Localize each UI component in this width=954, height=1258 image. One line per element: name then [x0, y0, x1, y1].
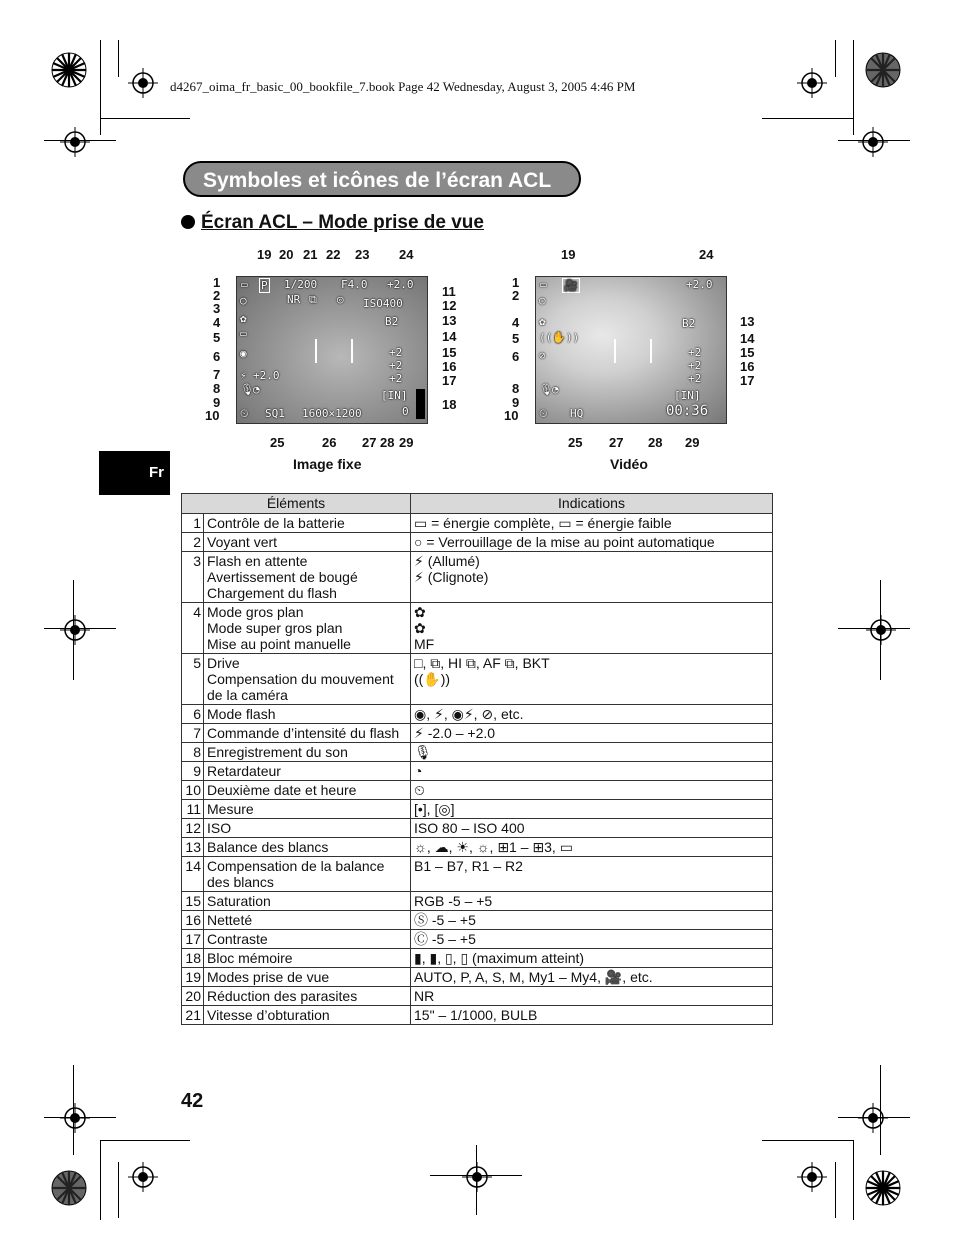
- gray-registration-wheel-icon: [865, 52, 901, 88]
- indication-cell: [411, 533, 773, 552]
- callout-number: 19: [561, 247, 576, 262]
- indication-cell: [411, 819, 773, 838]
- video-lcd-screen: [535, 276, 727, 424]
- callout-number: 11: [442, 284, 456, 299]
- callout-number: 25: [270, 435, 285, 450]
- element-text: Réduction des parasites: [207, 988, 358, 1004]
- indication-text: ⏲: [414, 782, 425, 798]
- callout-number: 7: [213, 367, 221, 382]
- table-row: [182, 930, 773, 949]
- callout-number: 4: [512, 315, 520, 330]
- af-target-mark: [315, 339, 353, 363]
- callout-number: 8: [512, 381, 520, 396]
- callout-number: 4: [213, 315, 221, 330]
- memory-indicator: [IN]: [381, 389, 408, 402]
- indication-text: □, ⧉, HI ⧉, AF ⧉, BKT: [414, 655, 550, 671]
- indication-cell: [411, 514, 773, 533]
- af-target-mark: [614, 339, 652, 363]
- row-number: 18: [182, 949, 204, 968]
- element-text: Deuxième date et heure: [207, 782, 357, 798]
- callout-number: 21: [303, 247, 318, 262]
- registration-mark-icon: [462, 1162, 492, 1192]
- row-number: 8: [182, 743, 204, 762]
- indication-cell: [411, 949, 773, 968]
- indication-text: AUTO, P, A, S, M, My1 – My4, 🎥, etc.: [414, 969, 653, 985]
- element-cell: [204, 911, 411, 930]
- registration-mark-icon: [60, 1103, 90, 1133]
- exposure-compensation: +2.0: [686, 278, 713, 291]
- callout-number: 1: [512, 275, 520, 290]
- element-cell: [204, 857, 411, 892]
- registration-mark-icon: [858, 127, 888, 157]
- callout-number: 18: [442, 397, 457, 412]
- indication-text: ○ = Verrouillage de la mise au point automatique: [414, 534, 715, 550]
- callout-number: 27: [609, 435, 624, 450]
- table-row: [182, 705, 773, 724]
- element-cell: [204, 949, 411, 968]
- callout-number: 13: [740, 314, 755, 329]
- page-number: 42: [181, 1090, 204, 1112]
- indication-cell: [411, 654, 773, 705]
- element-text: Mode super gros plan: [207, 620, 343, 636]
- callout-number: 15: [442, 345, 457, 360]
- indication-cell: [411, 603, 773, 654]
- indication-text: ⚡ (Clignote): [414, 569, 489, 585]
- white-balance-compensation: B2: [682, 317, 696, 330]
- indication-text: 🎙: [414, 744, 432, 760]
- table-row: [182, 724, 773, 743]
- macro-icon: ✿: [240, 312, 247, 325]
- element-cell: [204, 968, 411, 987]
- row-number: 15: [182, 892, 204, 911]
- indication-cell: [411, 911, 773, 930]
- table-row: [182, 1006, 773, 1025]
- indication-text: ISO 80 – ISO 400: [414, 820, 525, 836]
- bullet-icon: [181, 215, 195, 229]
- indication-text: ✿: [414, 604, 426, 620]
- element-text: Mise au point manuelle: [207, 636, 351, 652]
- registration-mark-icon: [128, 1162, 158, 1192]
- table-body: [182, 514, 773, 1025]
- flash-intensity-icon: ⚡: [240, 369, 247, 382]
- image-stabilizer-icon: ((✋)): [539, 331, 580, 344]
- callout-number: 12: [442, 298, 457, 313]
- row-number: 17: [182, 930, 204, 949]
- callout-number: 9: [213, 395, 221, 410]
- contrast-value: +2: [389, 372, 403, 385]
- element-text: Vitesse d’obturation: [207, 1007, 330, 1023]
- element-text: Avertissement de bougé: [207, 569, 358, 585]
- battery-icon: ▭: [540, 278, 547, 291]
- element-cell: [204, 762, 411, 781]
- section-heading-text: Écran ACL – Mode prise de vue: [201, 212, 484, 233]
- element-text: ISO: [207, 820, 232, 836]
- indication-text: ⚡ -2.0 – +2.0: [414, 725, 496, 741]
- callout-number: 25: [568, 435, 583, 450]
- image-size: 1600×1200: [302, 407, 362, 420]
- table-row: [182, 654, 773, 705]
- callout-number: 16: [442, 359, 457, 374]
- callout-number: 2: [213, 288, 221, 303]
- sound-record-icon: 🎙: [240, 383, 254, 396]
- table-row: [182, 762, 773, 781]
- row-number: 6: [182, 705, 204, 724]
- indication-cell: [411, 705, 773, 724]
- indication-cell: [411, 552, 773, 603]
- element-text: Flash en attente: [207, 553, 308, 569]
- indication-text: B1 – B7, R1 – R2: [414, 858, 523, 874]
- callout-number: 8: [213, 381, 221, 396]
- row-number: 19: [182, 968, 204, 987]
- callout-number: 5: [512, 331, 520, 346]
- remaining-shots: 0: [402, 405, 409, 418]
- flash-mode-icon: ◉: [240, 347, 247, 360]
- callout-number: 24: [399, 247, 414, 262]
- table-row: [182, 892, 773, 911]
- color-registration-wheel-icon: [865, 1170, 901, 1206]
- saturation-value: +2: [389, 346, 403, 359]
- element-text: Compensation du mouvement de la caméra: [207, 671, 394, 703]
- table-row: [182, 968, 773, 987]
- element-text: Contraste: [207, 931, 268, 947]
- world-time-icon: ⏲: [240, 407, 249, 420]
- table-row: [182, 514, 773, 533]
- callout-number: 6: [213, 349, 221, 364]
- element-text: Commande d’intensité du flash: [207, 725, 400, 741]
- sharpness-value: +2: [688, 359, 702, 372]
- indication-text: ▮, ▮, ▯, ▯ (maximum atteint): [414, 950, 585, 966]
- indication-cell: [411, 724, 773, 743]
- shutter-speed: 1/200: [284, 278, 318, 291]
- indication-text: ◉, ⚡, ◉⚡, ⊘, etc.: [414, 706, 524, 722]
- callout-number: 3: [213, 301, 221, 316]
- recording-time: 00:36: [666, 403, 709, 419]
- row-number: 3: [182, 552, 204, 603]
- element-text: Mode gros plan: [207, 604, 304, 620]
- indication-text: Ⓒ -5 – +5: [414, 931, 476, 947]
- row-number: 11: [182, 800, 204, 819]
- callout-number: 20: [279, 247, 294, 262]
- callout-number: 14: [442, 329, 457, 344]
- callout-number: 6: [512, 349, 520, 364]
- element-text: Compensation de la balance des blancs: [207, 858, 385, 890]
- element-cell: [204, 987, 411, 1006]
- metering-icon: ◎: [337, 293, 344, 306]
- table-row: [182, 603, 773, 654]
- registration-mark-icon: [797, 68, 827, 98]
- callout-number: 16: [740, 359, 755, 374]
- registration-mark-icon: [128, 68, 158, 98]
- indication-cell: [411, 930, 773, 949]
- element-text: Balance des blancs: [207, 839, 329, 855]
- callout-number: 1: [213, 275, 221, 290]
- element-text: Saturation: [207, 893, 271, 909]
- row-number: 16: [182, 911, 204, 930]
- indication-cell: [411, 800, 773, 819]
- saturation-value: +2: [688, 346, 702, 359]
- language-tab: Fr: [99, 451, 170, 495]
- element-cell: [204, 838, 411, 857]
- indication-cell: [411, 857, 773, 892]
- movie-mode-icon: 🎥: [564, 279, 578, 292]
- indication-cell: [411, 987, 773, 1006]
- noise-reduction-icon: NR: [287, 293, 301, 306]
- registration-mark-icon: [60, 615, 90, 645]
- element-cell: [204, 781, 411, 800]
- indication-cell: [411, 762, 773, 781]
- table-header-row: [182, 494, 773, 514]
- iso-value: ISO400: [363, 297, 403, 310]
- indication-text: MF: [414, 636, 435, 652]
- indication-text: ☼, ☁, ☀, ☼, ⊞1 – ⊞3, ▭: [414, 839, 573, 855]
- indication-text: ✿: [414, 620, 426, 636]
- element-cell: [204, 724, 411, 743]
- row-number: 2: [182, 533, 204, 552]
- element-cell: [204, 819, 411, 838]
- element-cell: [204, 603, 411, 654]
- row-number: 13: [182, 838, 204, 857]
- element-cell: [204, 1006, 411, 1025]
- element-text: Retardateur: [207, 763, 281, 779]
- callout-number: 28: [648, 435, 663, 450]
- indication-cell: [411, 743, 773, 762]
- image-stabilizer-icon: ▭: [240, 327, 247, 340]
- indication-cell: [411, 892, 773, 911]
- row-number: 1: [182, 514, 204, 533]
- flash-intensity-value: +2.0: [253, 369, 280, 382]
- exposure-compensation: +2.0: [387, 278, 414, 291]
- row-number: 12: [182, 819, 204, 838]
- element-cell: [204, 533, 411, 552]
- element-text: Voyant vert: [207, 534, 278, 550]
- record-mode: HQ: [570, 407, 584, 420]
- callout-number: 14: [740, 331, 755, 346]
- element-cell: [204, 800, 411, 819]
- element-text: Contrôle de la batterie: [207, 515, 345, 531]
- macro-icon: ✿: [539, 315, 546, 328]
- indication-cell: [411, 838, 773, 857]
- indication-cell: [411, 968, 773, 987]
- element-text: Bloc mémoire: [207, 950, 293, 966]
- element-text: Drive: [207, 655, 240, 671]
- table-row: [182, 987, 773, 1006]
- indication-text: 15" – 1/1000, BULB: [414, 1007, 538, 1023]
- video-caption: Vidéo: [610, 456, 648, 472]
- table-row: [182, 819, 773, 838]
- green-lamp-icon: ○: [539, 294, 546, 307]
- row-number: 7: [182, 724, 204, 743]
- element-text: Chargement du flash: [207, 585, 337, 601]
- self-timer-icon: ◔: [253, 383, 260, 396]
- gray-registration-wheel-icon: [51, 1170, 87, 1206]
- element-text: Mesure: [207, 801, 254, 817]
- indication-text: ⚡ (Allumé): [414, 553, 480, 569]
- row-number: 21: [182, 1006, 204, 1025]
- element-cell: [204, 743, 411, 762]
- callout-number: 23: [355, 247, 370, 262]
- table-row: [182, 743, 773, 762]
- indication-text: NR: [414, 988, 435, 1004]
- aperture-value: F4.0: [341, 278, 368, 291]
- indication-text: Ⓢ -5 – +5: [414, 912, 476, 928]
- print-header-line: d4267_oima_fr_basic_00_bookfile_7.book Page 42 Wednesday, August 3, 2005 4:46 PM: [170, 79, 636, 94]
- indication-text: ◔: [414, 763, 423, 779]
- color-registration-wheel-icon: [51, 52, 87, 88]
- section-heading: [181, 212, 484, 234]
- callout-number: 13: [442, 313, 457, 328]
- self-timer-icon: ◔: [552, 383, 559, 396]
- element-text: Enregistrement du son: [207, 744, 348, 760]
- table-row: [182, 857, 773, 892]
- sharpness-value: +2: [389, 359, 403, 372]
- element-cell: [204, 514, 411, 533]
- indication-text: ((✋)): [414, 671, 451, 687]
- callout-number: 17: [740, 373, 755, 388]
- memory-indicator: [IN]: [674, 389, 701, 402]
- table-row: [182, 533, 773, 552]
- indication-text: ▭ = énergie complète, ▭ = énergie faible: [414, 515, 672, 531]
- callout-number: 10: [504, 408, 519, 423]
- flash-mode-icon: ⊘: [539, 349, 546, 362]
- table-row: [182, 838, 773, 857]
- row-number: 20: [182, 987, 204, 1006]
- memory-gauge: [416, 389, 425, 419]
- indication-text: [•], [◎]: [414, 801, 455, 817]
- registration-mark-icon: [858, 1103, 888, 1133]
- still-lcd-screen: [236, 276, 428, 424]
- row-number: 10: [182, 781, 204, 800]
- registration-mark-icon: [60, 127, 90, 157]
- callout-number: 27: [362, 435, 377, 450]
- element-cell: [204, 930, 411, 949]
- element-cell: [204, 892, 411, 911]
- registration-mark-icon: [866, 615, 896, 645]
- element-cell: [204, 705, 411, 724]
- record-mode: SQ1: [265, 407, 285, 420]
- battery-icon: ▭: [241, 278, 248, 291]
- contrast-value: +2: [688, 372, 702, 385]
- callout-number: 28: [380, 435, 395, 450]
- callout-number: 17: [442, 373, 457, 388]
- table-row: [182, 800, 773, 819]
- white-balance-compensation: B2: [385, 315, 399, 328]
- element-text: Netteté: [207, 912, 253, 928]
- row-number: 4: [182, 603, 204, 654]
- green-lamp-icon: ○: [240, 294, 247, 307]
- callout-number: 29: [399, 435, 414, 450]
- indication-cell: [411, 781, 773, 800]
- callout-number: 24: [699, 247, 714, 262]
- world-time-icon: ⏲: [539, 407, 548, 420]
- shooting-mode-icon: P: [261, 279, 268, 292]
- callout-number: 9: [512, 395, 520, 410]
- callout-number: 19: [257, 247, 272, 262]
- element-text: Modes prise de vue: [207, 969, 330, 985]
- row-number: 5: [182, 654, 204, 705]
- drive-icon: ⧉: [309, 293, 317, 306]
- callout-number: 15: [740, 345, 755, 360]
- indication-text: RGB -5 – +5: [414, 893, 493, 909]
- table-row: [182, 781, 773, 800]
- indications-table: [181, 493, 773, 1025]
- callout-number: 26: [322, 435, 337, 450]
- indication-cell: [411, 1006, 773, 1025]
- element-text: Mode flash: [207, 706, 276, 722]
- element-cell: [204, 552, 411, 603]
- registration-mark-icon: [797, 1162, 827, 1192]
- callout-number: 2: [512, 288, 520, 303]
- element-cell: [204, 654, 411, 705]
- row-number: 9: [182, 762, 204, 781]
- row-number: 14: [182, 857, 204, 892]
- table-row: [182, 552, 773, 603]
- callout-number: 22: [326, 247, 341, 262]
- callout-number: 29: [685, 435, 700, 450]
- column-header-elements: Éléments: [182, 494, 411, 514]
- still-caption: Image fixe: [293, 456, 362, 472]
- column-header-indications: Indications: [411, 494, 773, 514]
- table-row: [182, 949, 773, 968]
- callout-number: 5: [213, 330, 221, 345]
- table-row: [182, 911, 773, 930]
- callout-number: 10: [205, 408, 220, 423]
- page-title: Symboles et icônes de l’écran ACL: [183, 161, 581, 197]
- sound-record-icon: 🎙: [539, 383, 553, 396]
